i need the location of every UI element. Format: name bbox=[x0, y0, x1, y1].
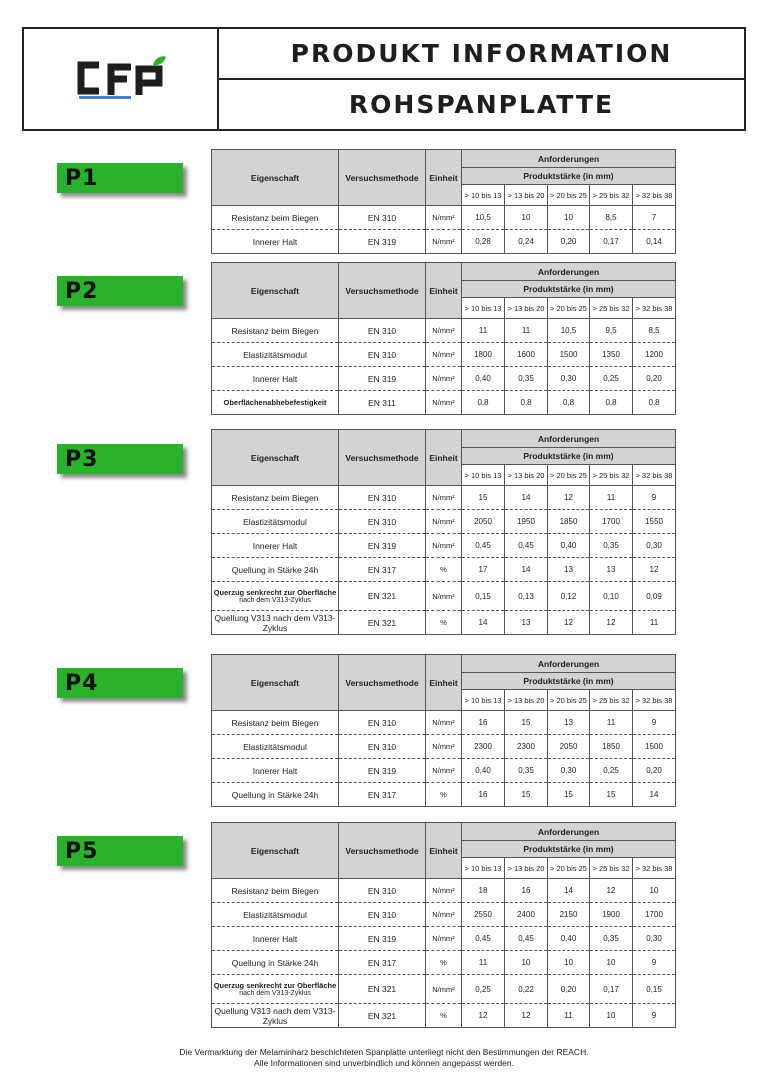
value-cell: 2400 bbox=[505, 903, 548, 927]
value-cell: 16 bbox=[462, 783, 505, 807]
logo-box bbox=[24, 29, 219, 129]
property-name: Elastizitätsmodul bbox=[243, 516, 307, 527]
value-cell: 1550 bbox=[633, 510, 676, 534]
property-cell bbox=[212, 582, 339, 611]
table-row bbox=[212, 510, 676, 534]
value-cell: 13 bbox=[590, 558, 633, 582]
value-cell: 15 bbox=[505, 711, 548, 735]
thickness-range-header: > 32 bis 38 bbox=[633, 465, 676, 486]
property-name: Elastizitätsmodul bbox=[243, 909, 307, 920]
value-cell: 15 bbox=[505, 783, 548, 807]
footer-line-1: Die Vermarktung der Melaminharz beschichteten Spanplatte unterliegt nicht den Bestimmungen der REACH. bbox=[179, 1047, 589, 1057]
thickness-range-header: > 10 bis 13 bbox=[462, 185, 505, 206]
unit-cell: N/mm² bbox=[426, 343, 462, 367]
thickness-range-header: > 25 bis 32 bbox=[590, 858, 633, 879]
method-cell: EN 310 bbox=[339, 343, 426, 367]
column-header-method: Versuchsmethode bbox=[339, 263, 426, 319]
value-cell: 0,20 bbox=[548, 975, 590, 1004]
property-cell bbox=[212, 391, 339, 415]
table-row bbox=[212, 558, 676, 582]
header-row bbox=[212, 263, 676, 281]
value-cell: 11 bbox=[548, 1004, 590, 1028]
thickness-range-header: > 20 bis 25 bbox=[548, 690, 590, 711]
value-cell: 11 bbox=[462, 319, 505, 343]
value-cell: 9 bbox=[633, 1004, 676, 1028]
spec-table-p5 bbox=[211, 822, 676, 1028]
value-cell: 0,35 bbox=[590, 927, 633, 951]
thickness-range-header: > 32 bis 38 bbox=[633, 298, 676, 319]
property-name: Oberflächenabhebefestigkeit bbox=[223, 398, 327, 407]
unit-cell: N/mm² bbox=[426, 319, 462, 343]
value-cell: 9 bbox=[633, 486, 676, 510]
property-note: nach dem V313-Zyklus bbox=[239, 990, 311, 997]
column-header-method: Versuchsmethode bbox=[339, 150, 426, 206]
header-row bbox=[212, 655, 676, 673]
value-cell: 9,5 bbox=[590, 319, 633, 343]
value-cell: 0,20 bbox=[548, 230, 590, 254]
thickness-range-header: > 32 bis 38 bbox=[633, 690, 676, 711]
thickness-range-header: > 20 bis 25 bbox=[548, 185, 590, 206]
method-cell: EN 321 bbox=[339, 611, 426, 635]
method-cell: EN 321 bbox=[339, 975, 426, 1004]
header-row bbox=[212, 823, 676, 841]
table-row bbox=[212, 975, 676, 1004]
column-header-property: Eigenschaft bbox=[212, 263, 339, 319]
unit-cell: N/mm² bbox=[426, 510, 462, 534]
value-cell: 0,30 bbox=[633, 927, 676, 951]
property-cell bbox=[212, 343, 339, 367]
column-header-requirements: Anforderungen bbox=[462, 655, 676, 673]
unit-cell: N/mm² bbox=[426, 759, 462, 783]
column-header-unit: Einheit bbox=[426, 823, 462, 879]
unit-cell: N/mm² bbox=[426, 486, 462, 510]
property-name: Quellung V313 nach dem V313-Zyklus bbox=[214, 612, 336, 633]
thickness-range-header: > 13 bis 20 bbox=[505, 858, 548, 879]
table-row bbox=[212, 759, 676, 783]
column-header-thickness: Produktstärke (in mm) bbox=[462, 281, 676, 298]
value-cell: 15 bbox=[462, 486, 505, 510]
value-cell: 1850 bbox=[590, 735, 633, 759]
property-cell bbox=[212, 783, 339, 807]
thickness-range-header: > 13 bis 20 bbox=[505, 298, 548, 319]
property-name: Innerer Halt bbox=[252, 373, 298, 384]
value-cell: 10 bbox=[505, 951, 548, 975]
property-name: Elastizitätsmodul bbox=[243, 349, 307, 360]
value-cell: 10 bbox=[505, 206, 548, 230]
value-cell: 1500 bbox=[633, 735, 676, 759]
method-cell: EN 319 bbox=[339, 759, 426, 783]
header-titles bbox=[219, 29, 744, 129]
unit-cell: N/mm² bbox=[426, 903, 462, 927]
value-cell: 0,30 bbox=[548, 759, 590, 783]
spec-table-p2 bbox=[211, 262, 676, 415]
header-row bbox=[212, 430, 676, 448]
thickness-range-header: > 32 bis 38 bbox=[633, 858, 676, 879]
unit-cell: N/mm² bbox=[426, 927, 462, 951]
property-name: Innerer Halt bbox=[252, 236, 298, 247]
value-cell: 0,40 bbox=[548, 927, 590, 951]
property-cell bbox=[212, 319, 339, 343]
thickness-range-header: > 10 bis 13 bbox=[462, 298, 505, 319]
column-header-method: Versuchsmethode bbox=[339, 655, 426, 711]
method-cell: EN 319 bbox=[339, 367, 426, 391]
property-name: Resistanz beim Biegen bbox=[231, 212, 319, 223]
table-row bbox=[212, 343, 676, 367]
value-cell: 0,15 bbox=[462, 582, 505, 611]
method-cell: EN 310 bbox=[339, 903, 426, 927]
value-cell: 12 bbox=[548, 611, 590, 635]
property-cell bbox=[212, 367, 339, 391]
value-cell: 0,8 bbox=[505, 391, 548, 415]
value-cell: 12 bbox=[633, 558, 676, 582]
section-label-p3: P3 bbox=[57, 444, 183, 474]
value-cell: 2300 bbox=[462, 735, 505, 759]
unit-cell: N/mm² bbox=[426, 975, 462, 1004]
value-cell: 0,12 bbox=[548, 582, 590, 611]
value-cell: 0,35 bbox=[505, 759, 548, 783]
value-cell: 2300 bbox=[505, 735, 548, 759]
value-cell: 14 bbox=[548, 879, 590, 903]
column-header-property: Eigenschaft bbox=[212, 430, 339, 486]
value-cell: 1700 bbox=[633, 903, 676, 927]
value-cell: 10 bbox=[548, 206, 590, 230]
value-cell: 12 bbox=[548, 486, 590, 510]
thickness-range-header: > 13 bis 20 bbox=[505, 690, 548, 711]
method-cell: EN 310 bbox=[339, 319, 426, 343]
column-header-thickness: Produktstärke (in mm) bbox=[462, 673, 676, 690]
value-cell: 0,24 bbox=[505, 230, 548, 254]
thickness-range-header: > 32 bis 38 bbox=[633, 185, 676, 206]
property-name: Quellung in Stärke 24h bbox=[231, 957, 319, 968]
document-header bbox=[22, 27, 746, 131]
column-header-method: Versuchsmethode bbox=[339, 430, 426, 486]
unit-cell: N/mm² bbox=[426, 206, 462, 230]
column-header-requirements: Anforderungen bbox=[462, 263, 676, 281]
value-cell: 0,17 bbox=[590, 975, 633, 1004]
section-label-p4: P4 bbox=[57, 668, 183, 698]
value-cell: 10,5 bbox=[462, 206, 505, 230]
method-cell: EN 319 bbox=[339, 534, 426, 558]
column-header-property: Eigenschaft bbox=[212, 150, 339, 206]
value-cell: 0,8 bbox=[462, 391, 505, 415]
value-cell: 8,5 bbox=[633, 319, 676, 343]
value-cell: 10 bbox=[590, 951, 633, 975]
table-row bbox=[212, 783, 676, 807]
table-row bbox=[212, 582, 676, 611]
property-name: Innerer Halt bbox=[252, 933, 298, 944]
table-row bbox=[212, 206, 676, 230]
property-cell bbox=[212, 975, 339, 1004]
table-row bbox=[212, 611, 676, 635]
value-cell: 11 bbox=[590, 711, 633, 735]
table-row bbox=[212, 319, 676, 343]
value-cell: 11 bbox=[590, 486, 633, 510]
column-header-unit: Einheit bbox=[426, 263, 462, 319]
property-name: Quellung in Stärke 24h bbox=[231, 564, 319, 575]
column-header-unit: Einheit bbox=[426, 150, 462, 206]
table-row bbox=[212, 951, 676, 975]
table-row bbox=[212, 903, 676, 927]
value-cell: 0,09 bbox=[633, 582, 676, 611]
value-cell: 14 bbox=[633, 783, 676, 807]
property-note: nach dem V313-Zyklus bbox=[239, 597, 311, 604]
value-cell: 17 bbox=[462, 558, 505, 582]
method-cell: EN 310 bbox=[339, 735, 426, 759]
value-cell: 10 bbox=[633, 879, 676, 903]
method-cell: EN 310 bbox=[339, 879, 426, 903]
property-cell bbox=[212, 534, 339, 558]
column-header-requirements: Anforderungen bbox=[462, 823, 676, 841]
method-cell: EN 321 bbox=[339, 1004, 426, 1028]
property-cell bbox=[212, 558, 339, 582]
section-label-p1: P1 bbox=[57, 163, 183, 193]
value-cell: 12 bbox=[590, 611, 633, 635]
header-row bbox=[212, 150, 676, 168]
thickness-range-header: > 20 bis 25 bbox=[548, 858, 590, 879]
value-cell: 13 bbox=[548, 558, 590, 582]
table-row bbox=[212, 486, 676, 510]
value-cell: 16 bbox=[462, 711, 505, 735]
value-cell: 2150 bbox=[548, 903, 590, 927]
value-cell: 0,40 bbox=[462, 759, 505, 783]
value-cell: 2050 bbox=[548, 735, 590, 759]
value-cell: 0,22 bbox=[505, 975, 548, 1004]
value-cell: 0,25 bbox=[590, 367, 633, 391]
value-cell: 0,28 bbox=[462, 230, 505, 254]
value-cell: 13 bbox=[505, 611, 548, 635]
property-name: Quellung in Stärke 24h bbox=[231, 789, 319, 800]
footer-note bbox=[0, 1047, 768, 1069]
value-cell: 0,25 bbox=[462, 975, 505, 1004]
property-name: Resistanz beim Biegen bbox=[231, 325, 319, 336]
property-name: Innerer Halt bbox=[252, 765, 298, 776]
value-cell: 15 bbox=[548, 783, 590, 807]
unit-cell: % bbox=[426, 558, 462, 582]
value-cell: 7 bbox=[633, 206, 676, 230]
property-cell bbox=[212, 486, 339, 510]
document-subtitle: ROHSPANPLATTE bbox=[348, 90, 615, 119]
column-header-unit: Einheit bbox=[426, 655, 462, 711]
value-cell: 8,5 bbox=[590, 206, 633, 230]
value-cell: 9 bbox=[633, 711, 676, 735]
spec-table-p3 bbox=[211, 429, 676, 635]
method-cell: EN 317 bbox=[339, 951, 426, 975]
property-cell bbox=[212, 206, 339, 230]
property-name: Quellung V313 nach dem V313-Zyklus bbox=[214, 1005, 336, 1026]
value-cell: 9 bbox=[633, 951, 676, 975]
table-row bbox=[212, 230, 676, 254]
property-name: Elastizitätsmodul bbox=[243, 741, 307, 752]
value-cell: 0,30 bbox=[548, 367, 590, 391]
value-cell: 0,17 bbox=[590, 230, 633, 254]
unit-cell: % bbox=[426, 783, 462, 807]
unit-cell: % bbox=[426, 611, 462, 635]
column-header-method: Versuchsmethode bbox=[339, 823, 426, 879]
value-cell: 14 bbox=[462, 611, 505, 635]
method-cell: EN 317 bbox=[339, 783, 426, 807]
column-header-property: Eigenschaft bbox=[212, 655, 339, 711]
unit-cell: N/mm² bbox=[426, 582, 462, 611]
table-row bbox=[212, 534, 676, 558]
value-cell: 0,15 bbox=[633, 975, 676, 1004]
value-cell: 1900 bbox=[590, 903, 633, 927]
value-cell: 1700 bbox=[590, 510, 633, 534]
thickness-range-header: > 20 bis 25 bbox=[548, 298, 590, 319]
table-row bbox=[212, 927, 676, 951]
unit-cell: % bbox=[426, 951, 462, 975]
unit-cell: N/mm² bbox=[426, 367, 462, 391]
value-cell: 0,45 bbox=[462, 927, 505, 951]
value-cell: 11 bbox=[462, 951, 505, 975]
unit-cell: N/mm² bbox=[426, 879, 462, 903]
value-cell: 0,40 bbox=[548, 534, 590, 558]
value-cell: 10 bbox=[590, 1004, 633, 1028]
property-cell bbox=[212, 903, 339, 927]
value-cell: 0,25 bbox=[590, 759, 633, 783]
method-cell: EN 321 bbox=[339, 582, 426, 611]
property-name: Querzug senkrecht zur Oberfläche bbox=[213, 981, 337, 990]
value-cell: 0,35 bbox=[590, 534, 633, 558]
value-cell: 2050 bbox=[462, 510, 505, 534]
section-label-p2: P2 bbox=[57, 276, 183, 306]
property-cell bbox=[212, 230, 339, 254]
table-row bbox=[212, 711, 676, 735]
unit-cell: N/mm² bbox=[426, 230, 462, 254]
method-cell: EN 317 bbox=[339, 558, 426, 582]
method-cell: EN 310 bbox=[339, 711, 426, 735]
value-cell: 0,45 bbox=[462, 534, 505, 558]
property-cell bbox=[212, 711, 339, 735]
thickness-range-header: > 10 bis 13 bbox=[462, 690, 505, 711]
value-cell: 1950 bbox=[505, 510, 548, 534]
value-cell: 0,8 bbox=[590, 391, 633, 415]
document-title: PRODUKT INFORMATION bbox=[219, 29, 744, 80]
value-cell: 12 bbox=[462, 1004, 505, 1028]
unit-cell: N/mm² bbox=[426, 711, 462, 735]
value-cell: 0,14 bbox=[633, 230, 676, 254]
value-cell: 11 bbox=[505, 319, 548, 343]
value-cell: 0,45 bbox=[505, 534, 548, 558]
value-cell: 1200 bbox=[633, 343, 676, 367]
unit-cell: N/mm² bbox=[426, 735, 462, 759]
property-cell bbox=[212, 759, 339, 783]
column-header-requirements: Anforderungen bbox=[462, 430, 676, 448]
unit-cell: N/mm² bbox=[426, 534, 462, 558]
method-cell: EN 319 bbox=[339, 927, 426, 951]
thickness-range-header: > 25 bis 32 bbox=[590, 185, 633, 206]
value-cell: 0,13 bbox=[505, 582, 548, 611]
value-cell: 1800 bbox=[462, 343, 505, 367]
property-name: Resistanz beim Biegen bbox=[231, 885, 319, 896]
value-cell: 13 bbox=[548, 711, 590, 735]
value-cell: 1850 bbox=[548, 510, 590, 534]
method-cell: EN 319 bbox=[339, 230, 426, 254]
table-row bbox=[212, 879, 676, 903]
spec-table-p4 bbox=[211, 654, 676, 807]
column-header-thickness: Produktstärke (in mm) bbox=[462, 448, 676, 465]
thickness-range-header: > 13 bis 20 bbox=[505, 465, 548, 486]
property-name: Resistanz beim Biegen bbox=[231, 717, 319, 728]
value-cell: 1500 bbox=[548, 343, 590, 367]
value-cell: 0,45 bbox=[505, 927, 548, 951]
thickness-range-header: > 25 bis 32 bbox=[590, 465, 633, 486]
unit-cell: N/mm² bbox=[426, 391, 462, 415]
property-cell bbox=[212, 1004, 339, 1028]
value-cell: 0,8 bbox=[548, 391, 590, 415]
property-cell bbox=[212, 510, 339, 534]
value-cell: 0,30 bbox=[633, 534, 676, 558]
value-cell: 10,5 bbox=[548, 319, 590, 343]
property-name: Resistanz beim Biegen bbox=[231, 492, 319, 503]
method-cell: EN 310 bbox=[339, 486, 426, 510]
cfp-logo bbox=[75, 55, 167, 103]
method-cell: EN 310 bbox=[339, 206, 426, 230]
value-cell: 11 bbox=[633, 611, 676, 635]
column-header-unit: Einheit bbox=[426, 430, 462, 486]
value-cell: 0,8 bbox=[633, 391, 676, 415]
property-cell bbox=[212, 927, 339, 951]
table-row bbox=[212, 1004, 676, 1028]
thickness-range-header: > 25 bis 32 bbox=[590, 690, 633, 711]
section-label-p5: P5 bbox=[57, 836, 183, 866]
property-cell bbox=[212, 951, 339, 975]
thickness-range-header: > 25 bis 32 bbox=[590, 298, 633, 319]
property-cell bbox=[212, 735, 339, 759]
column-header-requirements: Anforderungen bbox=[462, 150, 676, 168]
value-cell: 12 bbox=[590, 879, 633, 903]
value-cell: 16 bbox=[505, 879, 548, 903]
thickness-range-header: > 10 bis 13 bbox=[462, 465, 505, 486]
column-header-thickness: Produktstärke (in mm) bbox=[462, 168, 676, 185]
value-cell: 0,40 bbox=[462, 367, 505, 391]
value-cell: 14 bbox=[505, 558, 548, 582]
unit-cell: % bbox=[426, 1004, 462, 1028]
thickness-range-header: > 20 bis 25 bbox=[548, 465, 590, 486]
column-header-property: Eigenschaft bbox=[212, 823, 339, 879]
table-row bbox=[212, 367, 676, 391]
value-cell: 0,20 bbox=[633, 367, 676, 391]
value-cell: 18 bbox=[462, 879, 505, 903]
value-cell: 1350 bbox=[590, 343, 633, 367]
value-cell: 2550 bbox=[462, 903, 505, 927]
thickness-range-header: > 10 bis 13 bbox=[462, 858, 505, 879]
property-name: Querzug senkrecht zur Oberfläche bbox=[213, 588, 337, 597]
table-row bbox=[212, 735, 676, 759]
table-row bbox=[212, 391, 676, 415]
value-cell: 14 bbox=[505, 486, 548, 510]
value-cell: 12 bbox=[505, 1004, 548, 1028]
spec-table-p1 bbox=[211, 149, 676, 254]
property-cell bbox=[212, 879, 339, 903]
column-header-thickness: Produktstärke (in mm) bbox=[462, 841, 676, 858]
value-cell: 0,35 bbox=[505, 367, 548, 391]
value-cell: 0,20 bbox=[633, 759, 676, 783]
value-cell: 10 bbox=[548, 951, 590, 975]
method-cell: EN 310 bbox=[339, 510, 426, 534]
value-cell: 0,10 bbox=[590, 582, 633, 611]
thickness-range-header: > 13 bis 20 bbox=[505, 185, 548, 206]
property-name: Innerer Halt bbox=[252, 540, 298, 551]
value-cell: 1600 bbox=[505, 343, 548, 367]
method-cell: EN 311 bbox=[339, 391, 426, 415]
property-cell bbox=[212, 611, 339, 635]
footer-line-2: Alle Informationen sind unverbindlich und können angepasst werden. bbox=[254, 1058, 514, 1068]
value-cell: 15 bbox=[590, 783, 633, 807]
